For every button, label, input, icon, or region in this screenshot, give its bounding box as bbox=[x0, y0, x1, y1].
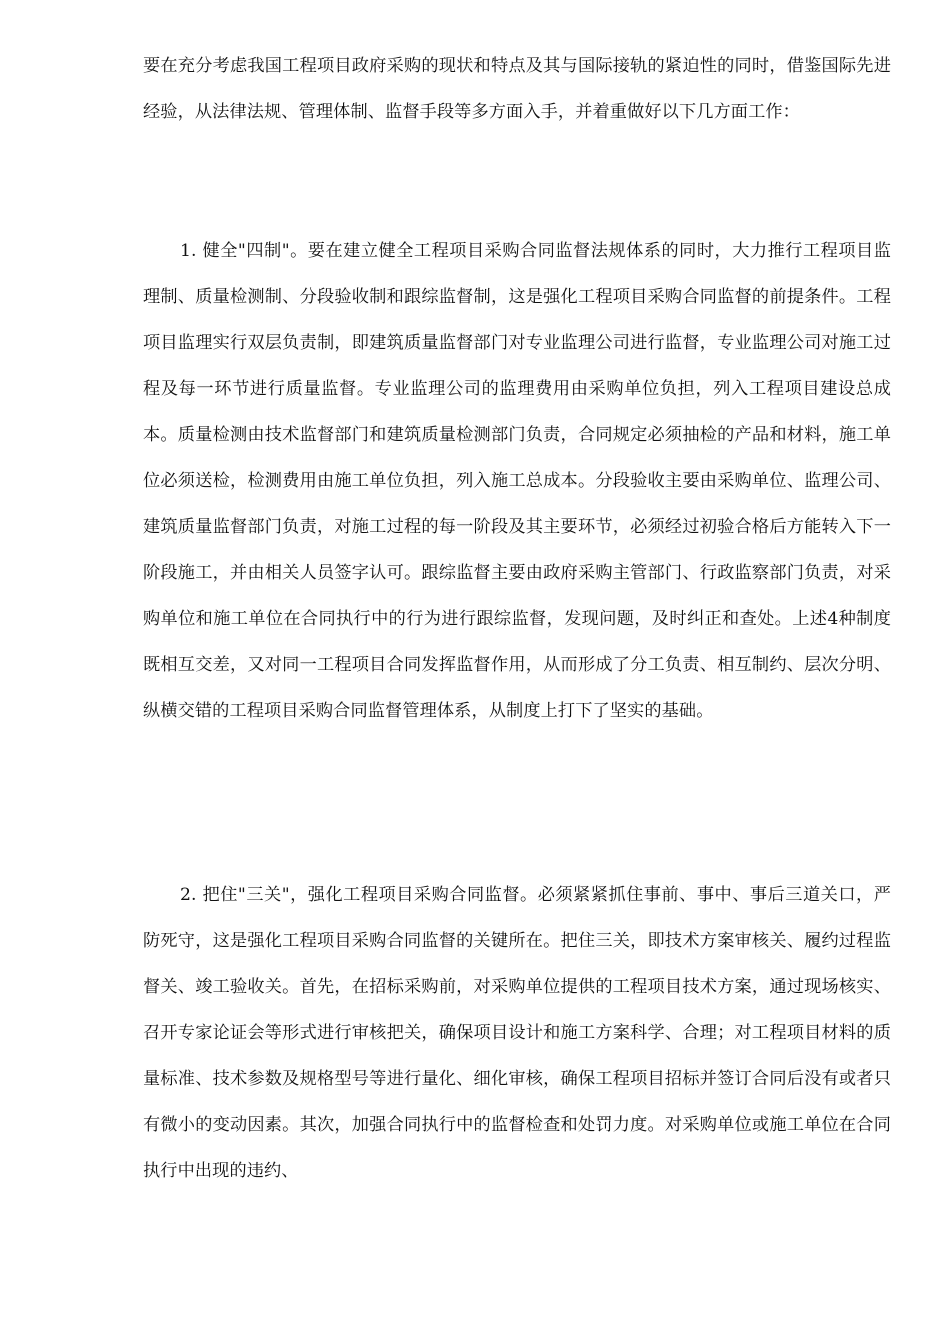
intro-paragraph: 要在充分考虑我国工程项目政府采购的现状和特点及其与国际接轨的紧迫性的同时，借鉴国际先进经验，从法律法规、管理体制、监督手段等多方面入手，并着重做好以下几方面工作： bbox=[143, 56, 891, 122]
section-2-paragraph: 2. 把住"三关"，强化工程项目采购合同监督。必须紧紧抓住事前、事中、事后三道关口，严防死守，这是强化工程项目采购合同监督的关键所在。把住三关，即技术方案审核关、履约过程监督关、竣工验收关。首先，在招标采购前，对采购单位提供的工程项目技术方案，通过现场核实、召开专家论证会等形式进行审核把关，确保项目设计和施工方案科学、合理；对工程项目材料的质量标准、技术参数及规格型号等进行量化、细化审核，确保工程项目招标并签订合同后没有或者只有微小的变动因素。其次，加强合同执行中的监督检查和处罚力度。对采购单位或施工单位在合同执行中出现的违约、 bbox=[143, 885, 891, 1181]
section-1-paragraph: 1. 健全"四制"。要在建立健全工程项目采购合同监督法规体系的同时，大力推行工程项目监理制、质量检测制、分段验收制和跟综监督制，这是强化工程项目采购合同监督的前提条件。工程项目监理实行双层负责制，即建筑质量监督部门对专业监理公司进行监督，专业监理公司对施工过程及每一环节进行质量监督。专业监理公司的监理费用由采购单位负担，列入工程项目建设总成本。质量检测由技术监督部门和建筑质量检测部门负责，合同规定必须抽检的产品和材料，施工单位必须送检，检测费用由施工单位负担，列入施工总成本。分段验收主要由采购单位、监理公司、建筑质量监督部门负责，对施工过程的每一阶段及其主要环节，必须经过初验合格后方能转入下一阶段施工，并由相关人员签字认可。跟综监督主要由政府采购主管部门、行政监察部门负责，对采购单位和施工单位在合同执行中的行为进行跟综监督，发现问题，及时纠正和查处。上述4种制度既相互交差，又对同一工程项目合同发挥监督作用，从而形成了分工负责、相互制约、层次分明、纵横交错的工程项目采购合同监督管理体系，从制度上打下了坚实的基础。 bbox=[143, 241, 891, 721]
